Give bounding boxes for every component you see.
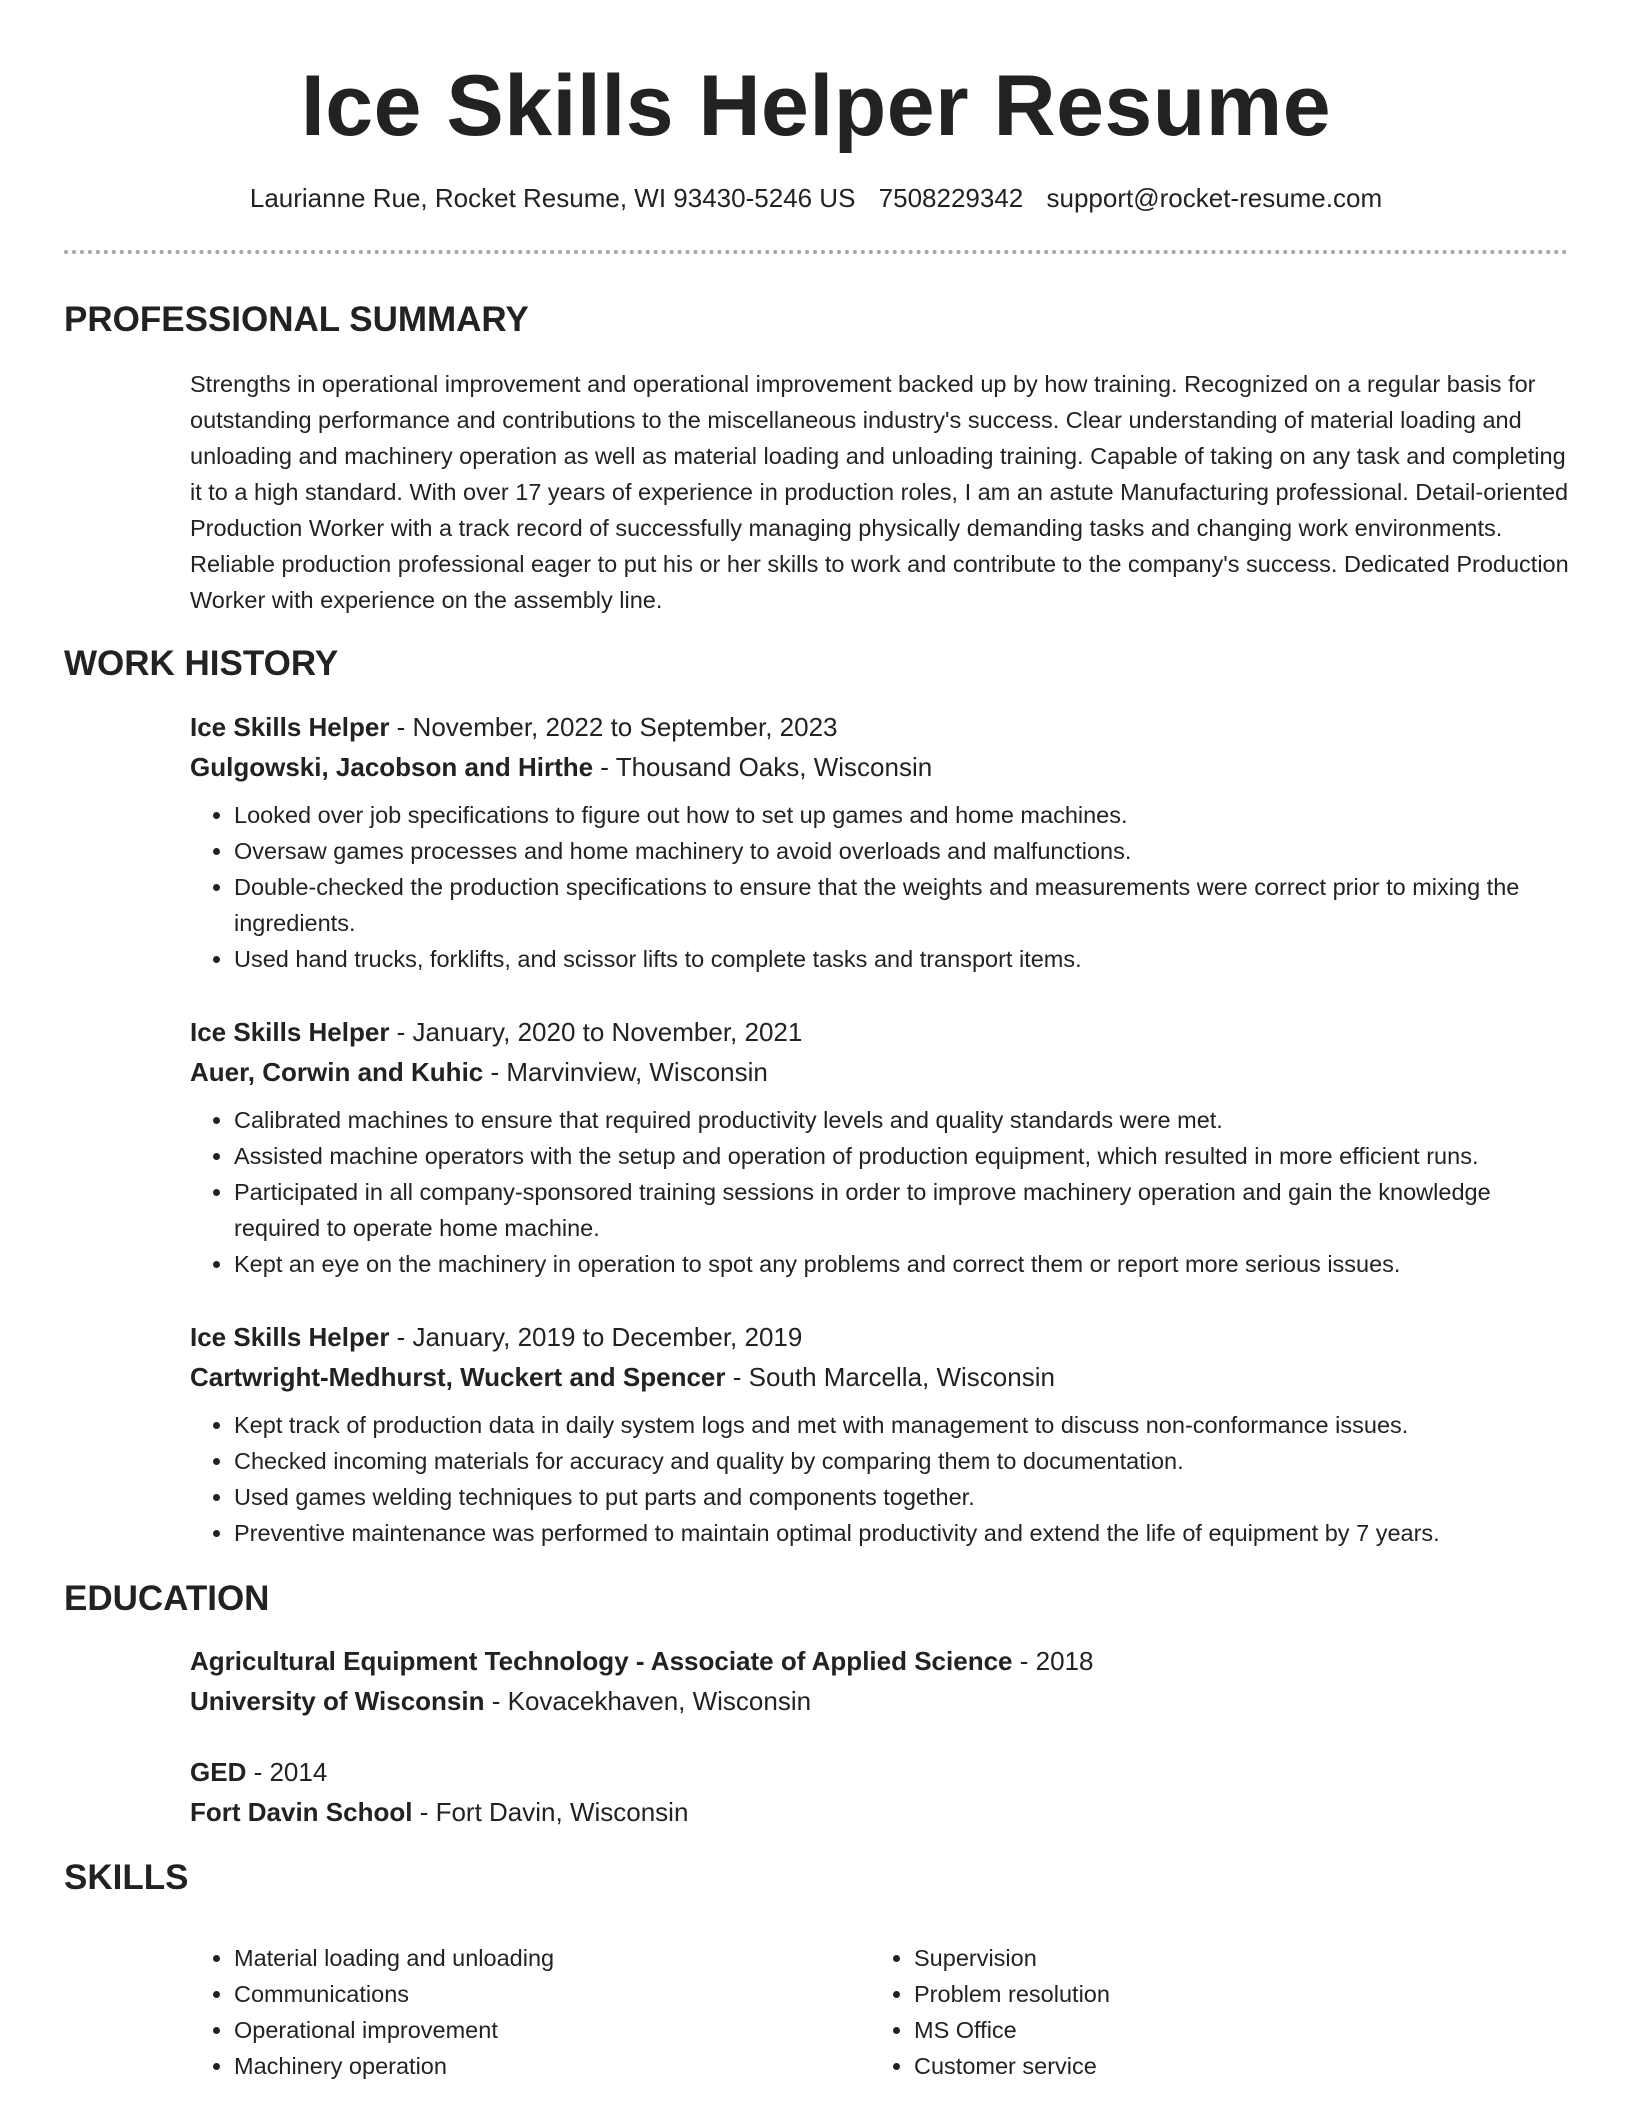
job-bullet: • Kept an eye on the machinery in operation to spot any problems and correct them or report more serious issues. xyxy=(234,1246,1575,1282)
job-location: - Thousand Oaks, Wisconsin xyxy=(593,752,933,782)
job-bullet: • Participated in all company-sponsored training sessions in order to improve machinery operation and gain the knowledge required to operate home machine. xyxy=(234,1174,1575,1246)
job-title-line xyxy=(190,707,1575,747)
skills-heading: SKILLS xyxy=(64,1858,189,1897)
skill-item: • Machinery operation xyxy=(234,2048,554,2084)
job-dates: - January, 2019 to December, 2019 xyxy=(389,1322,803,1352)
job-bullet: • Oversaw games processes and home machinery to avoid overloads and malfunctions. xyxy=(234,833,1575,869)
job-entry xyxy=(190,1317,1575,1551)
job-company: Gulgowski, Jacobson and Hirthe xyxy=(190,752,594,782)
contact-phone: 7508229342 xyxy=(878,183,1024,213)
job-title: Ice Skills Helper xyxy=(190,1017,390,1047)
education-entry xyxy=(190,1641,1575,1721)
job-bullet: • Calibrated machines to ensure that required productivity levels and quality standards were met. xyxy=(234,1102,1575,1138)
summary-text: Strengths in operational improvement and operational improvement backed up by how training. Recognized on a regular basis for outstanding performance and contributions to the miscellaneous industry's success. Clear understanding of material loading and unloading and machinery operation as well as material loading and unloading training. Capable of taking on any task and completing it to a high standard. With over 17 years of experience in production roles, I am an astute Manufacturing professional. Detail-oriented Production Worker with a track record of successfully managing physically demanding tasks and changing work environments. Reliable production professional eager to put his or her skills to work and contribute to the company's success. Dedicated Production Worker with experience on the assembly line. xyxy=(190,371,1569,613)
job-bullets xyxy=(190,1102,1575,1282)
skill-item: • MS Office xyxy=(914,2012,1110,2048)
education-entry xyxy=(190,1752,1575,1832)
job-entry xyxy=(190,707,1575,977)
education-degree: GED xyxy=(190,1757,247,1787)
skill-item: • Communications xyxy=(234,1976,554,2012)
job-bullet: • Double-checked the production specifications to ensure that the weights and measurements were correct prior to mixing the ingredients. xyxy=(234,869,1575,941)
resume-title: Ice Skills Helper Resume xyxy=(300,58,1332,154)
job-bullet: • Looked over job specifications to figure out how to set up games and home machines. xyxy=(234,797,1575,833)
job-title: Ice Skills Helper xyxy=(190,712,390,742)
job-location: - South Marcella, Wisconsin xyxy=(725,1362,1055,1392)
job-company: Cartwright-Medhurst, Wuckert and Spencer xyxy=(190,1362,726,1392)
work-history-heading: WORK HISTORY xyxy=(64,644,339,683)
education-degree: Agricultural Equipment Technology - Associate of Applied Science xyxy=(190,1646,1013,1676)
job-title: Ice Skills Helper xyxy=(190,1322,390,1352)
job-bullet: • Used games welding techniques to put parts and components together. xyxy=(234,1479,1575,1515)
job-company: Auer, Corwin and Kuhic xyxy=(190,1057,484,1087)
contact-address: Laurianne Rue, Rocket Resume, WI 93430-5246 US xyxy=(249,183,856,213)
education-school: University of Wisconsin xyxy=(190,1686,485,1716)
job-bullets xyxy=(190,797,1575,977)
job-bullet: • Preventive maintenance was performed to maintain optimal productivity and extend the life of equipment by 7 years. xyxy=(234,1515,1575,1551)
job-entry xyxy=(190,1012,1575,1282)
job-company-line xyxy=(190,1357,1575,1397)
contact-email: support@rocket-resume.com xyxy=(1046,183,1383,213)
job-dates: - January, 2020 to November, 2021 xyxy=(389,1017,803,1047)
skill-item: • Customer service xyxy=(914,2048,1110,2084)
education-degree-line xyxy=(190,1641,1575,1681)
header-divider xyxy=(64,250,1568,254)
education-school: Fort Davin School xyxy=(190,1797,413,1827)
job-dates: - November, 2022 to September, 2023 xyxy=(389,712,838,742)
skill-item: • Operational improvement xyxy=(234,2012,554,2048)
job-bullet: • Checked incoming materials for accuracy and quality by comparing them to documentation. xyxy=(234,1443,1575,1479)
summary-heading: PROFESSIONAL SUMMARY xyxy=(64,300,529,339)
job-bullet: • Used hand trucks, forklifts, and scissor lifts to complete tasks and transport items. xyxy=(234,941,1575,977)
education-heading: EDUCATION xyxy=(64,1579,270,1618)
education-school-line xyxy=(190,1681,1575,1721)
education-year: - 2018 xyxy=(1012,1646,1094,1676)
job-company-line xyxy=(190,747,1575,787)
job-bullet: • Kept track of production data in daily system logs and met with management to discuss non-conformance issues. xyxy=(234,1407,1575,1443)
education-location: - Kovacekhaven, Wisconsin xyxy=(484,1686,812,1716)
job-title-line xyxy=(190,1317,1575,1357)
job-company-line xyxy=(190,1052,1575,1092)
skills-list-left xyxy=(190,1940,554,2084)
education-degree-line xyxy=(190,1752,1575,1792)
skills-list-right xyxy=(870,1940,1110,2084)
education-year: - 2014 xyxy=(246,1757,328,1787)
skill-item: • Material loading and unloading xyxy=(234,1940,554,1976)
job-bullet: • Assisted machine operators with the setup and operation of production equipment, which resulted in more efficient runs. xyxy=(234,1138,1575,1174)
job-bullets xyxy=(190,1407,1575,1551)
job-location: - Marvinview, Wisconsin xyxy=(483,1057,768,1087)
job-title-line xyxy=(190,1012,1575,1052)
skill-item: • Supervision xyxy=(914,1940,1110,1976)
education-location: - Fort Davin, Wisconsin xyxy=(412,1797,689,1827)
contact-line xyxy=(0,180,1632,216)
education-school-line xyxy=(190,1792,1575,1832)
skill-item: • Problem resolution xyxy=(914,1976,1110,2012)
